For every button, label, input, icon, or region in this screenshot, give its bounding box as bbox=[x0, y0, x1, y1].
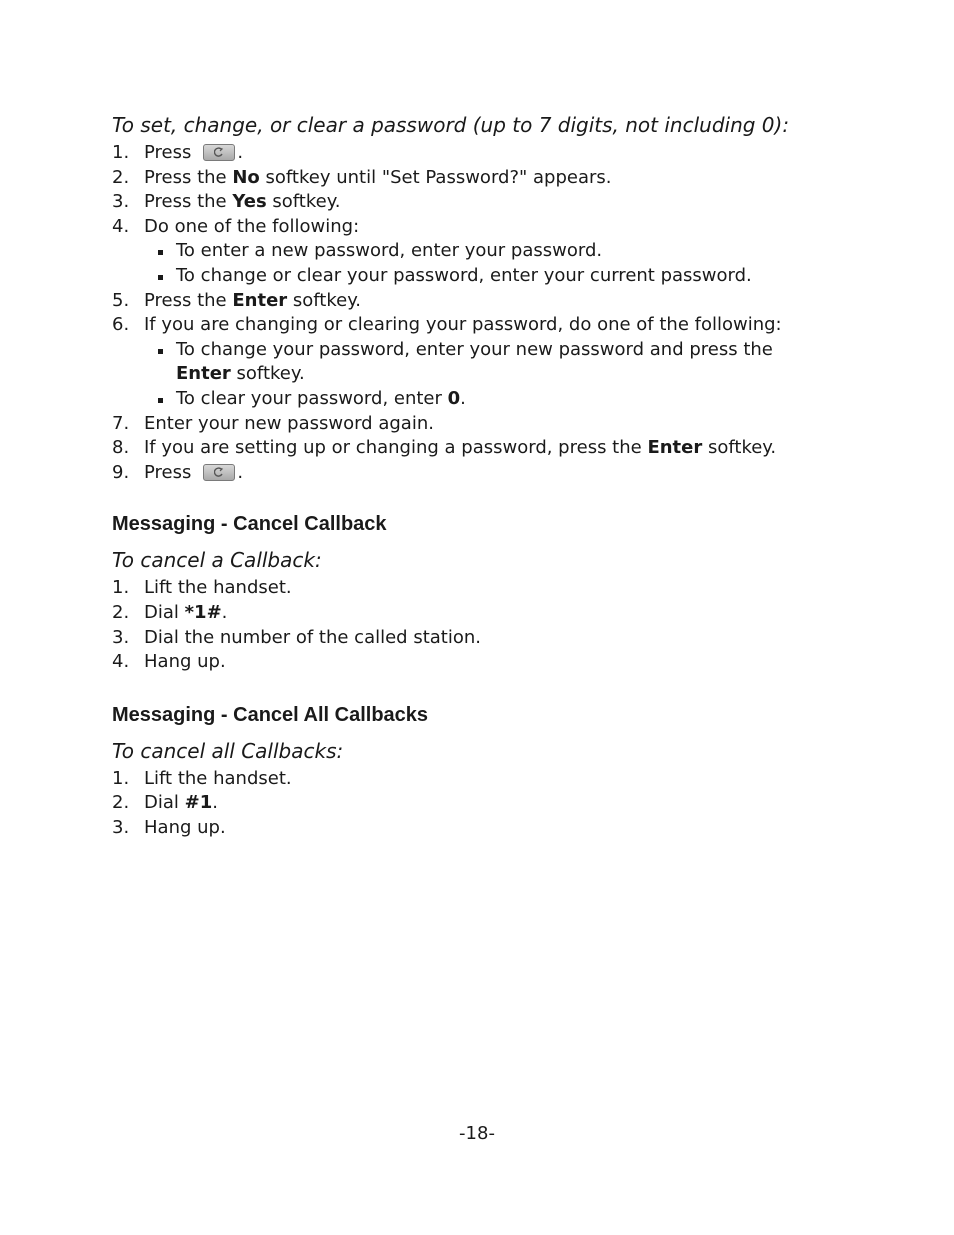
phone-feature-key-icon bbox=[203, 144, 235, 161]
step-item: 2. Press the No softkey until "Set Password?" appears. bbox=[112, 166, 832, 191]
step-item: 9. Press . bbox=[112, 461, 832, 486]
dial-code: #1 bbox=[184, 792, 213, 814]
step-number: 2. bbox=[112, 792, 130, 814]
step-number: 2. bbox=[112, 601, 130, 623]
step-item bbox=[112, 767, 832, 792]
sub-bullet-list bbox=[112, 239, 832, 288]
phone-feature-key-icon bbox=[203, 464, 235, 481]
square-bullet-icon bbox=[158, 275, 163, 280]
step-number: 1. bbox=[112, 767, 130, 789]
step-number: 1. bbox=[112, 142, 130, 163]
step-number: 6. bbox=[112, 314, 130, 336]
step-item bbox=[112, 215, 832, 240]
bullet-item: To change or clear your password, enter your current password. bbox=[112, 264, 832, 289]
step-number: 4. bbox=[112, 651, 130, 673]
step-text: Dial the number of the called station. bbox=[144, 626, 481, 648]
step-item bbox=[112, 626, 832, 651]
digit-label: 0 bbox=[447, 387, 461, 409]
step-item: 3. Press the Yes softkey. bbox=[112, 190, 832, 215]
bullet-item: To clear your password, enter 0. bbox=[112, 387, 832, 412]
page-number: -18- bbox=[459, 1123, 495, 1144]
cancel-callback-section bbox=[112, 511, 832, 674]
step-number: 3. bbox=[112, 191, 130, 213]
step-item bbox=[112, 412, 832, 437]
step-item: 5. Press the Enter softkey. bbox=[112, 289, 832, 314]
step-text: Enter your new password again. bbox=[144, 412, 434, 434]
step-number: 1. bbox=[112, 577, 130, 599]
step-item: 1. Press . bbox=[112, 141, 832, 166]
cancel-callback-steps bbox=[112, 576, 832, 674]
step-text: Do one of the following: bbox=[144, 215, 360, 237]
step-item bbox=[112, 816, 832, 841]
softkey-label: Enter bbox=[176, 363, 231, 385]
step-item bbox=[112, 313, 832, 338]
step-number: 4. bbox=[112, 215, 130, 237]
procedure-title: To cancel all Callbacks: bbox=[112, 738, 344, 763]
dial-code: *1# bbox=[184, 601, 222, 623]
step-item bbox=[112, 650, 832, 675]
cancel-all-callbacks-steps bbox=[112, 767, 832, 841]
step-item: 2. Dial *1#. bbox=[112, 601, 832, 626]
bullet-item: To enter a new password, enter your password. bbox=[112, 239, 832, 264]
section-heading: Messaging - Cancel Callback bbox=[112, 513, 387, 536]
step-number: 3. bbox=[112, 626, 130, 648]
step-text: Lift the handset. bbox=[144, 577, 292, 599]
square-bullet-icon bbox=[158, 398, 163, 403]
step-number: 2. bbox=[112, 166, 130, 188]
procedure-title: To cancel a Callback: bbox=[112, 548, 322, 573]
softkey-label: No bbox=[232, 166, 260, 188]
step-number: 7. bbox=[112, 412, 130, 434]
section-heading: Messaging - Cancel All Callbacks bbox=[112, 703, 429, 726]
document-page bbox=[112, 112, 832, 840]
procedure-title: To set, change, or clear a password (up to 7 digits, not including 0): bbox=[112, 113, 790, 137]
bullet-item: To change your password, enter your new password and press the Enter softkey. bbox=[112, 338, 832, 387]
step-item: 2. Dial #1. bbox=[112, 791, 832, 816]
square-bullet-icon bbox=[158, 250, 163, 255]
step-text: Press bbox=[144, 142, 192, 163]
step-number: 5. bbox=[112, 289, 130, 311]
cancel-all-callbacks-section bbox=[112, 702, 832, 841]
step-number: 8. bbox=[112, 437, 130, 459]
step-text: Press bbox=[144, 461, 192, 483]
softkey-label: Enter bbox=[647, 437, 703, 459]
step-item bbox=[112, 576, 832, 601]
step-text: Hang up. bbox=[144, 651, 226, 673]
sub-bullet-list bbox=[112, 338, 832, 412]
step-text: If you are changing or clearing your password, do one of the following: bbox=[144, 314, 782, 336]
password-steps bbox=[112, 141, 832, 485]
step-text: Hang up. bbox=[144, 816, 226, 838]
softkey-label: Yes bbox=[232, 191, 267, 213]
step-number: 9. bbox=[112, 461, 130, 483]
square-bullet-icon bbox=[158, 349, 163, 354]
step-number: 3. bbox=[112, 816, 130, 838]
password-procedure bbox=[112, 112, 832, 485]
softkey-label: Enter bbox=[232, 289, 288, 311]
step-text: Lift the handset. bbox=[144, 767, 292, 789]
step-item: 8. If you are setting up or changing a password, press the Enter softkey. bbox=[112, 436, 832, 461]
